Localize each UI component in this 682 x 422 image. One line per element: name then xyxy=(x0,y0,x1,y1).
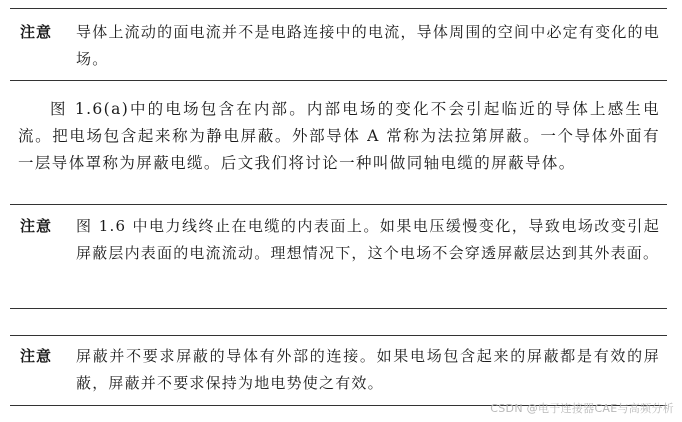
rule-bottom-note1 xyxy=(10,80,667,81)
rule-top-note3 xyxy=(10,335,667,336)
watermark: CSDN @电子连接器CAE与高频分析 xyxy=(490,402,674,415)
rule-top-note1 xyxy=(10,8,667,9)
note-label: 注意 xyxy=(20,217,53,235)
note-label: 注意 xyxy=(20,23,53,41)
note-text: 导体上流动的面电流并不是电路连接中的电流，导体周围的空间中必定有变化的电场。 xyxy=(76,23,660,68)
body-paragraph: 图 1.6(a)中的电场包含在内部。内部电场的变化不会引起临近的导体上感生电流。把电场包含起来称为静电屏蔽。外部导体 A 常称为法拉第屏蔽。一个导体外面有一层导体罩称为屏蔽电缆。后文我们将讨论一种叫做同轴电缆的屏蔽导体。 xyxy=(18,100,660,172)
note-block-3 xyxy=(20,343,660,397)
note-block-1 xyxy=(20,19,660,73)
note-label: 注意 xyxy=(20,347,53,365)
note-block-2 xyxy=(20,213,660,267)
note-text: 图 1.6 中电力线终止在电缆的内表面上。如果电压缓慢变化，导致电场改变引起屏蔽层内表面的电流流动。理想情况下，这个电场不会穿透屏蔽层达到其外表面。 xyxy=(76,217,660,262)
rule-top-note2 xyxy=(10,204,667,205)
rule-bottom-note2 xyxy=(10,308,667,309)
note-text: 屏蔽并不要求屏蔽的导体有外部的连接。如果电场包含起来的屏蔽都是有效的屏蔽，屏蔽并不要求保持为地电势使之有效。 xyxy=(76,347,660,392)
